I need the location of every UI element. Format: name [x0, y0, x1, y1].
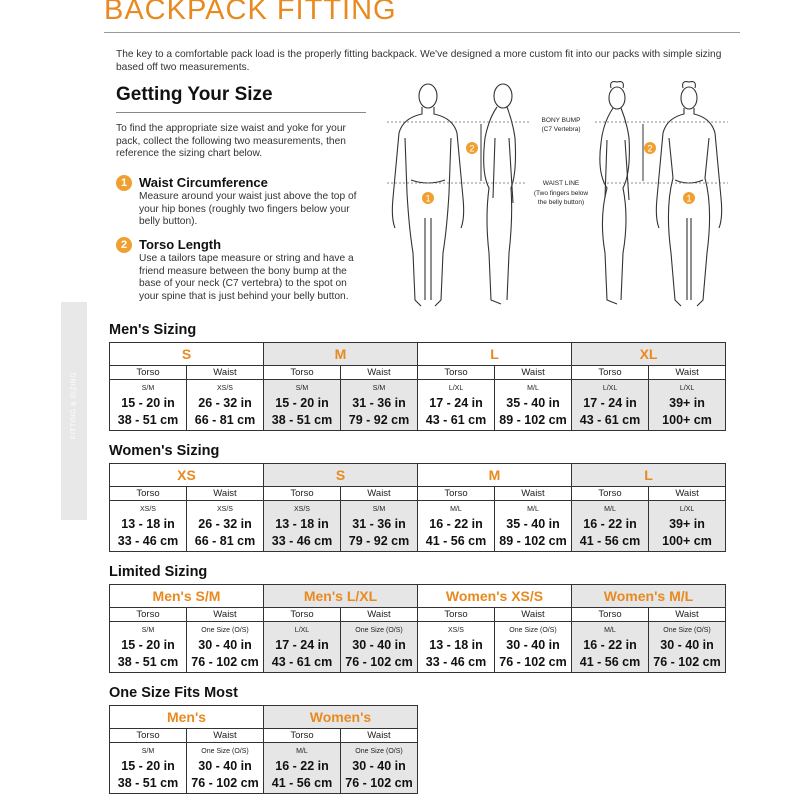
- waist-inches: 30 - 40 in: [198, 759, 252, 773]
- waist-code: L/XL: [679, 385, 695, 392]
- torso-cm: 41 - 56 cm: [425, 534, 487, 548]
- torso-inches: 13 - 18 in: [121, 517, 175, 531]
- waist-inches: 35 - 40 in: [506, 517, 560, 531]
- waist-col-header: Waist: [649, 608, 726, 622]
- waist-code: One Size (O/S): [201, 748, 249, 755]
- waist-cell: [495, 501, 572, 552]
- torso-cm: 33 - 46 cm: [117, 534, 179, 548]
- marker-1-woman-label: 1: [686, 193, 692, 204]
- waist-cell: [649, 622, 726, 673]
- waist-inches: 31 - 36 in: [352, 396, 406, 410]
- torso-inches: 13 - 18 in: [429, 638, 483, 652]
- torso-cell: [110, 380, 187, 431]
- torso-cm: 38 - 51 cm: [271, 413, 333, 427]
- size-header: S: [264, 464, 418, 487]
- waist-col-header: Waist: [187, 608, 264, 622]
- waist-col-header: Waist: [187, 366, 264, 380]
- waist-cm: 100+ cm: [662, 413, 712, 427]
- torso-cell: [110, 501, 187, 552]
- side-tab-label: FITTING & SIZING: [70, 371, 78, 440]
- torso-code: XS/S: [294, 506, 310, 513]
- torso-code: M/L: [450, 506, 462, 513]
- size-header: M: [264, 343, 418, 366]
- size-header: Women's M/L: [572, 585, 726, 608]
- torso-cm: 38 - 51 cm: [117, 776, 179, 790]
- waist-cell: [187, 743, 264, 794]
- waist-cm: 76 - 102 cm: [345, 655, 413, 669]
- waist-code: XS/S: [217, 385, 233, 392]
- getting-size-title: Getting Your Size: [116, 84, 273, 105]
- man-side-figure: [484, 84, 516, 304]
- size-header: XS: [110, 464, 264, 487]
- torso-cm: 38 - 51 cm: [117, 413, 179, 427]
- step-1-number: 1: [116, 175, 132, 191]
- getting-size-divider: [116, 112, 366, 113]
- title-divider: [104, 32, 740, 33]
- torso-inches: 16 - 22 in: [275, 759, 329, 773]
- mens-size-table: [109, 342, 726, 431]
- torso-col-header: Torso: [264, 487, 341, 501]
- waist-cm: 76 - 102 cm: [345, 776, 413, 790]
- waist-inches: 35 - 40 in: [506, 396, 560, 410]
- torso-cell: [572, 380, 649, 431]
- torso-inches: 16 - 22 in: [583, 517, 637, 531]
- torso-cell: [264, 622, 341, 673]
- limited-sizing-title: Limited Sizing: [109, 564, 208, 580]
- waist-cm: 76 - 102 cm: [191, 655, 259, 669]
- waist-inches: 30 - 40 in: [198, 638, 252, 652]
- getting-size-text: To find the appropriate size waist and yoke for your pack, collect the following two measurements, then reference the sizing chart below.: [116, 123, 346, 159]
- waist-cell: [341, 380, 418, 431]
- torso-inches: 15 - 20 in: [121, 759, 175, 773]
- waist-code: One Size (O/S): [355, 748, 403, 755]
- size-header: L: [572, 464, 726, 487]
- torso-inches: 17 - 24 in: [429, 396, 483, 410]
- waist-cell: [341, 743, 418, 794]
- torso-code: S/M: [141, 385, 155, 392]
- torso-code: L/XL: [448, 385, 464, 392]
- waist-cm: 100+ cm: [662, 534, 712, 548]
- torso-cell: [418, 501, 495, 552]
- torso-code: S/M: [141, 627, 155, 634]
- marker-2-woman-label: 2: [647, 143, 653, 154]
- torso-code: S/M: [141, 748, 155, 755]
- torso-code: XS/S: [448, 627, 464, 634]
- limited-size-table: [109, 584, 726, 673]
- waist-line-label: WAIST LINE: [542, 180, 580, 187]
- torso-col-header: Torso: [418, 608, 495, 622]
- waist-col-header: Waist: [341, 366, 418, 380]
- waist-note-1: (Two fingers below: [533, 190, 589, 197]
- waist-code: XS/S: [217, 506, 233, 513]
- marker-2-man-label: 2: [469, 143, 475, 154]
- page-title: BACKPACK FITTING: [104, 0, 397, 26]
- intro-text: The key to a comfortable pack load is the properly fitting backpack. We've designed a more custom fit into our packs with simple sizing based off two measurements.: [116, 49, 722, 73]
- torso-inches: 15 - 20 in: [121, 396, 175, 410]
- torso-inches: 17 - 24 in: [583, 396, 637, 410]
- torso-cm: 38 - 51 cm: [117, 655, 179, 669]
- waist-inches: 39+ in: [669, 396, 705, 410]
- torso-inches: 15 - 20 in: [121, 638, 175, 652]
- torso-col-header: Torso: [572, 487, 649, 501]
- waist-cell: [495, 380, 572, 431]
- torso-col-header: Torso: [572, 608, 649, 622]
- torso-inches: 15 - 20 in: [275, 396, 329, 410]
- step-2-number: 2: [116, 237, 132, 253]
- torso-col-header: Torso: [110, 366, 187, 380]
- torso-col-header: Torso: [264, 366, 341, 380]
- torso-cell: [572, 501, 649, 552]
- waist-note-2: the belly button): [537, 199, 585, 206]
- size-header: Men's S/M: [110, 585, 264, 608]
- waist-code: M/L: [527, 385, 539, 392]
- waist-col-header: Waist: [341, 608, 418, 622]
- waist-cm: 79 - 92 cm: [348, 413, 410, 427]
- size-header: Women's: [264, 706, 418, 729]
- waist-col-header: Waist: [187, 487, 264, 501]
- torso-inches: 17 - 24 in: [275, 638, 329, 652]
- torso-cell: [264, 501, 341, 552]
- torso-col-header: Torso: [572, 366, 649, 380]
- torso-inches: 16 - 22 in: [429, 517, 483, 531]
- torso-inches: 16 - 22 in: [583, 638, 637, 652]
- side-tab: [61, 302, 87, 520]
- torso-cell: [264, 380, 341, 431]
- waist-cm: 76 - 102 cm: [653, 655, 721, 669]
- waist-inches: 30 - 40 in: [352, 759, 406, 773]
- torso-cm: 43 - 61 cm: [579, 413, 641, 427]
- torso-col-header: Torso: [418, 487, 495, 501]
- size-header: Men's: [110, 706, 264, 729]
- torso-col-header: Torso: [110, 608, 187, 622]
- torso-code: XS/S: [140, 506, 156, 513]
- waist-inches: 30 - 40 in: [506, 638, 560, 652]
- torso-code: L/XL: [294, 627, 310, 634]
- torso-cell: [418, 380, 495, 431]
- torso-col-header: Torso: [264, 608, 341, 622]
- waist-inches: 39+ in: [669, 517, 705, 531]
- waist-col-header: Waist: [495, 608, 572, 622]
- torso-cm: 33 - 46 cm: [425, 655, 487, 669]
- size-header: S: [110, 343, 264, 366]
- size-header: M: [418, 464, 572, 487]
- torso-cell: [264, 743, 341, 794]
- womens-sizing-title: Women's Sizing: [109, 443, 220, 459]
- torso-code: M/L: [604, 627, 616, 634]
- body-measurement-diagram: [385, 78, 730, 314]
- waist-cm: 79 - 92 cm: [348, 534, 410, 548]
- waist-cm: 66 - 81 cm: [194, 413, 256, 427]
- waist-cm: 76 - 102 cm: [499, 655, 567, 669]
- torso-cell: [572, 622, 649, 673]
- c7-label: (C7 Vertebra): [541, 126, 581, 133]
- waist-cell: [495, 622, 572, 673]
- waist-code: M/L: [527, 506, 539, 513]
- size-header: L: [418, 343, 572, 366]
- size-header: Men's L/XL: [264, 585, 418, 608]
- waist-cell: [649, 380, 726, 431]
- torso-code: L/XL: [602, 385, 618, 392]
- step-2-text: Use a tailors tape measure or string and have a friend measure between the bony bump at the base of your neck (C7 vertebra) to the spot on your spine that is just behind your belly button.: [139, 253, 354, 302]
- waist-cell: [187, 501, 264, 552]
- waist-cell: [341, 501, 418, 552]
- step-1-text: Measure around your waist just above the top of your hip bones (roughly two fingers below your belly button).: [139, 191, 357, 227]
- waist-cell: [187, 622, 264, 673]
- waist-cell: [341, 622, 418, 673]
- torso-cm: 43 - 61 cm: [271, 655, 333, 669]
- torso-cell: [110, 622, 187, 673]
- waist-code: L/XL: [679, 506, 695, 513]
- torso-col-header: Torso: [418, 366, 495, 380]
- torso-cm: 41 - 56 cm: [579, 655, 641, 669]
- size-header: XL: [572, 343, 726, 366]
- waist-inches: 26 - 32 in: [198, 517, 252, 531]
- waist-col-header: Waist: [495, 366, 572, 380]
- torso-cell: [418, 622, 495, 673]
- waist-code: S/M: [372, 385, 386, 392]
- waist-cell: [649, 501, 726, 552]
- torso-code: M/L: [296, 748, 308, 755]
- mens-sizing-title: Men's Sizing: [109, 322, 197, 338]
- step-1-title: Waist Circumference: [139, 175, 268, 190]
- waist-inches: 26 - 32 in: [198, 396, 252, 410]
- torso-col-header: Torso: [264, 729, 341, 743]
- waist-col-header: Waist: [341, 487, 418, 501]
- torso-code: S/M: [295, 385, 309, 392]
- waist-code: S/M: [372, 506, 386, 513]
- waist-cm: 76 - 102 cm: [191, 776, 259, 790]
- one-size-title: One Size Fits Most: [109, 685, 238, 701]
- waist-code: One Size (O/S): [355, 627, 403, 634]
- marker-1-man-label: 1: [425, 193, 431, 204]
- size-header: Women's XS/S: [418, 585, 572, 608]
- torso-inches: 13 - 18 in: [275, 517, 329, 531]
- waist-col-header: Waist: [495, 487, 572, 501]
- waist-col-header: Waist: [649, 366, 726, 380]
- waist-inches: 31 - 36 in: [352, 517, 406, 531]
- torso-col-header: Torso: [110, 729, 187, 743]
- onesize-size-table: [109, 705, 418, 794]
- waist-col-header: Waist: [341, 729, 418, 743]
- waist-cm: 66 - 81 cm: [194, 534, 256, 548]
- woman-side-figure: [600, 82, 630, 304]
- torso-cm: 41 - 56 cm: [271, 776, 333, 790]
- torso-col-header: Torso: [110, 487, 187, 501]
- waist-cm: 89 - 102 cm: [499, 534, 567, 548]
- waist-code: One Size (O/S): [201, 627, 249, 634]
- torso-cm: 33 - 46 cm: [271, 534, 333, 548]
- step-2-title: Torso Length: [139, 237, 222, 252]
- waist-cell: [187, 380, 264, 431]
- torso-cm: 43 - 61 cm: [425, 413, 487, 427]
- waist-col-header: Waist: [649, 487, 726, 501]
- torso-cell: [110, 743, 187, 794]
- torso-cm: 41 - 56 cm: [579, 534, 641, 548]
- waist-inches: 30 - 40 in: [352, 638, 406, 652]
- torso-code: M/L: [604, 506, 616, 513]
- bony-bump-label: BONY BUMP: [541, 117, 581, 124]
- waist-code: One Size (O/S): [663, 627, 711, 634]
- waist-code: One Size (O/S): [509, 627, 557, 634]
- waist-col-header: Waist: [187, 729, 264, 743]
- waist-inches: 30 - 40 in: [660, 638, 714, 652]
- waist-cm: 89 - 102 cm: [499, 413, 567, 427]
- womens-size-table: [109, 463, 726, 552]
